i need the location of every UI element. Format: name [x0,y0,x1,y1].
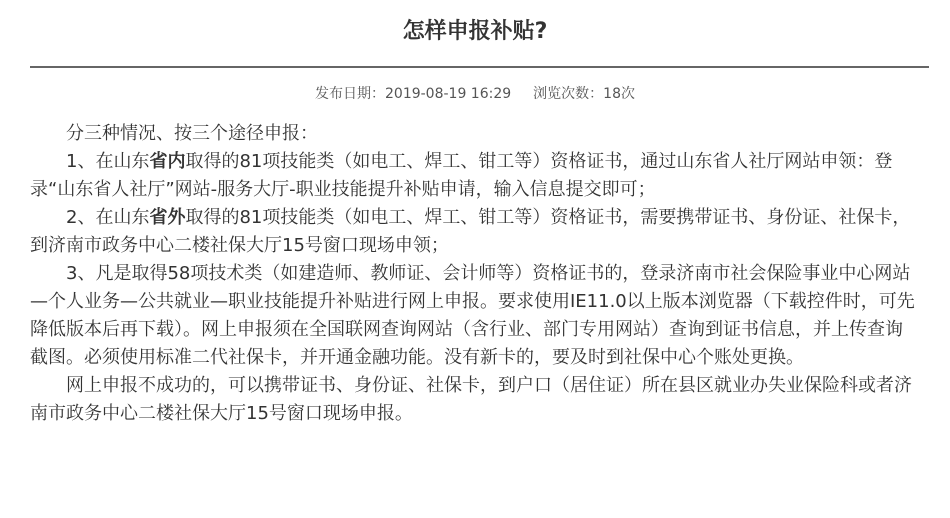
views-label: 浏览次数： [533,86,604,102]
intro-paragraph: 分三种情况、按三个途径申报： [66,123,318,144]
item-2-paragraph [30,204,920,260]
publish-date: 2019-08-19 16:29 [385,86,512,102]
item-1-prefix: 1、在山东 [66,151,150,172]
item-1-text: 取得的81项技能类（如电工、焊工、钳工等）资格证书，通过山东省人社厅网站申领：登录“山东省人社厅”网站-服务大厅-职业技能提升补贴申请，输入信息提交即可； [30,151,893,200]
item-3-paragraph: 3、凡是取得58项技术类（如建造师、教师证、会计师等）资格证书的，登录济南市社会保险事业中心网站—个人业务—公共就业—职业技能提升补贴进行网上申报。要求使用IE11.0以上版本浏览器（下载控件时，可先降低版本后再下载）。网上申报须在全国联网查询网站（含行业、部门专用网站）查询到证书信息，并上传查询截图。必须使用标准二代社保卡，并开通金融功能。没有新卡的，要及时到社保中心个账处更换。 [30,263,915,368]
closing-paragraph: 网上申报不成功的，可以携带证书、身份证、社保卡，到户口（居住证）所在县区就业办失业保险科或者济南市政务中心二楼社保大厅15号窗口现场申报。 [30,375,912,424]
item-2-emphasis: 省外 [149,207,186,228]
title-divider [30,66,929,68]
publish-date-label: 发布日期： [315,86,385,102]
item-1-emphasis: 省内 [149,151,186,172]
item-2-text: 取得的81项技能类（如电工、焊工、钳工等）资格证书，需要携带证书、身份证、社保卡，到济南市政务中心二楼社保大厅15号窗口现场申领； [30,207,911,256]
item-2-prefix: 2、在山东 [66,207,150,228]
item-1-paragraph [30,148,920,204]
article-title: 怎样申报补贴? [402,19,548,44]
article-body [30,120,920,428]
views-count: 18次 [603,86,635,102]
article-meta [0,84,950,104]
